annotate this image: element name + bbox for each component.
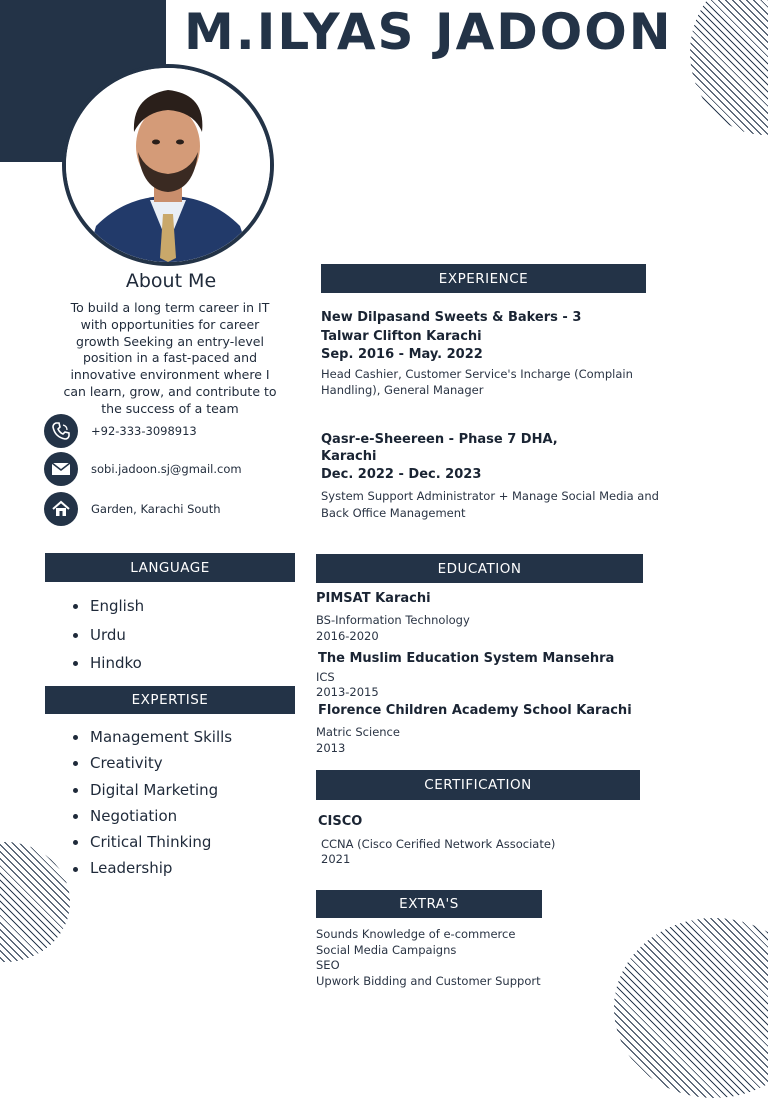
contact-address: [44, 492, 221, 526]
expertise-list: [45, 724, 232, 882]
education-years: 2016-2020: [316, 629, 379, 643]
experience-role: Handling), General Manager: [321, 383, 484, 397]
extras-item: Upwork Bidding and Customer Support: [316, 974, 541, 988]
certification-heading: CERTIFICATION: [316, 770, 640, 800]
profile-photo: [62, 64, 274, 266]
about-me-heading: About Me: [125, 270, 217, 292]
contact-phone: [44, 414, 197, 448]
contact-email: [44, 452, 242, 486]
expertise-heading: EXPERTISE: [45, 686, 295, 714]
education-degree: ICS: [316, 670, 335, 684]
education-degree: BS-Information Technology: [316, 613, 470, 627]
education-school: PIMSAT Karachi: [316, 591, 431, 606]
language-list: [45, 592, 144, 678]
extras-item: Sounds Knowledge of e-commerce: [316, 927, 516, 941]
experience-heading: EXPERIENCE: [321, 264, 646, 293]
experience-role: System Support Administrator + Manage Social Media and: [321, 489, 659, 503]
education-degree: Matric Science: [316, 725, 400, 739]
education-years: 2013: [316, 741, 346, 755]
education-years: 2013-2015: [316, 685, 379, 699]
list-item: Digital Marketing: [45, 777, 232, 803]
experience-company: Karachi: [321, 449, 377, 464]
list-item: Negotiation: [45, 803, 232, 829]
list-item: Management Skills: [45, 724, 232, 750]
about-me-text: [56, 300, 284, 418]
list-item: Urdu: [45, 621, 144, 650]
phone-icon: [44, 414, 78, 448]
experience-role: Back Office Management: [321, 506, 466, 520]
certification-name: CCNA (Cisco Cerified Network Associate): [321, 837, 556, 851]
experience-dates: Sep. 2016 - May. 2022: [321, 347, 483, 362]
certification-org: CISCO: [318, 814, 363, 829]
about-line: growth Seeking an entry-level: [76, 333, 264, 349]
about-line: with opportunities for career: [80, 316, 260, 332]
about-line: innovative environment where I: [70, 367, 270, 383]
list-item: Hindko: [45, 649, 144, 678]
experience-company: Talwar Clifton Karachi: [321, 329, 482, 344]
education-school: Florence Children Academy School Karachi: [318, 703, 632, 718]
about-line: the success of a team: [101, 400, 239, 416]
experience-role: Head Cashier, Customer Service's Incharge (Complain: [321, 367, 633, 381]
hatched-circle-decoration: [690, 0, 768, 135]
certification-year: 2021: [321, 852, 351, 866]
list-item: Creativity: [45, 750, 232, 776]
education-school: The Muslim Education System Mansehra: [318, 651, 615, 666]
extras-heading: EXTRA'S: [316, 890, 542, 918]
list-item: English: [45, 592, 144, 621]
hatched-circle-decoration: [614, 918, 768, 1098]
about-line: can learn, grow, and contribute to: [63, 383, 277, 399]
phone-number[interactable]: +92-333-3098913: [91, 424, 197, 438]
experience-company: New Dilpasand Sweets & Bakers - 3: [321, 310, 582, 325]
language-heading: LANGUAGE: [45, 553, 295, 582]
education-heading: EDUCATION: [316, 554, 643, 583]
about-line: To build a long term career in IT: [70, 300, 270, 315]
experience-company: Qasr-e-Sheereen - Phase 7 DHA,: [321, 432, 558, 447]
extras-item: Social Media Campaigns: [316, 943, 457, 957]
page-title: M.ILYAS JADOON: [184, 3, 673, 61]
envelope-icon: [44, 452, 78, 486]
list-item: Critical Thinking: [45, 829, 232, 855]
home-icon: [44, 492, 78, 526]
experience-dates: Dec. 2022 - Dec. 2023: [321, 467, 482, 482]
email-address[interactable]: sobi.jadoon.sj@gmail.com: [91, 462, 242, 476]
list-item: Leadership: [45, 855, 232, 881]
about-line: position in a fast-paced and: [82, 350, 258, 366]
extras-item: SEO: [316, 958, 340, 972]
address: Garden, Karachi South: [91, 502, 221, 516]
